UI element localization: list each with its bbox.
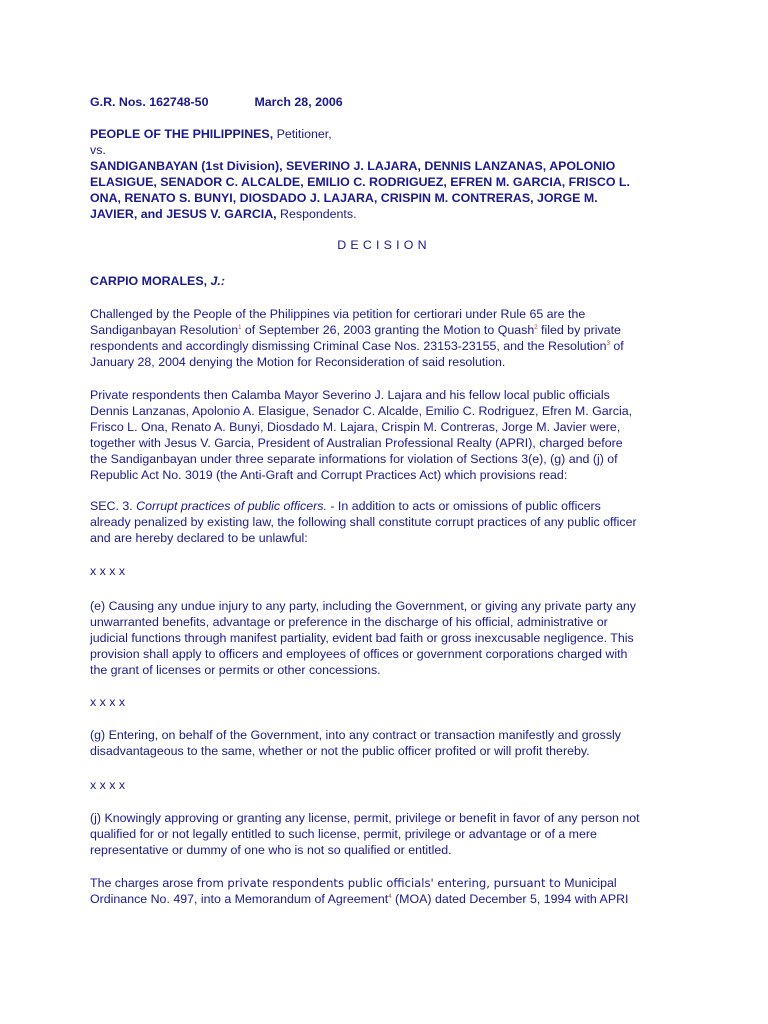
- ponente-name: CARPIO MORALES,: [90, 274, 211, 288]
- footnote-ref[interactable]: 2: [534, 325, 538, 331]
- paragraph-challenge: Challenged by the People of the Philippines via petition for certiorari under Rule 65 are the Sandiganbayan Resolution$^1$ of September 26, 2003 granting the Motion to Quash$^2$ filed by private respondents and accordingly dismissing Criminal Case Nos. 23153-23155, and the Resolution$^3$ of January 28, 2004 denying the Motion for Reconsideration of said resolution.: [90, 307, 624, 369]
- respondents-line: ELASIGUE, SENADOR C. ALCALDE, EMILIO C. RODRIGUEZ, EFREN M. GARCIA, FRISCO L.: [90, 175, 630, 189]
- case-date: March 28, 2006: [254, 95, 343, 109]
- petitioner-name: PEOPLE OF THE PHILIPPINES,: [90, 127, 274, 141]
- footnote-ref[interactable]: 4: [388, 894, 392, 900]
- clause-e: (e) Causing any undue injury to any party, including the Government, or giving any private party any unwarranted benefits, advantage or preference in the discharge of his official, administrative or judicial functions through manifest partiality, evident bad faith or gross inexcusable negligence. This provision shall apply to officers and employees of offices or government corporations charged with the grant of licenses or permits or other concessions.: [90, 599, 636, 677]
- ponente-title: J.:: [210, 274, 225, 288]
- decision-heading: DECISION: [337, 238, 431, 252]
- footnote-ref[interactable]: 1: [238, 325, 242, 331]
- omission-mark: x x x x: [90, 564, 126, 578]
- gr-number: G.R. Nos. 162748-50: [90, 95, 209, 109]
- petitioner-line: [90, 126, 690, 142]
- section-title: Corrupt practices of public officers.: [136, 499, 327, 513]
- respondents-line: JAVIER, and JESUS V. GARCIA, Respondents.: [90, 207, 357, 221]
- respondents-line: ONA, RENATO S. BUNYI, DIOSDADO J. LAJARA, CRISPIN M. CONTRERAS, JORGE M.: [90, 191, 598, 205]
- paragraph-charges: The charges arose from private respondents public officials' entering, pursuant to Municipal Ordinance No. 497, into a Memorandum of Agreement$^4$ (MOA) dated December 5, 1994 with APRI: [90, 876, 629, 906]
- ponente: [90, 273, 690, 289]
- parties-block: [90, 126, 690, 222]
- omission-mark: x x x x: [90, 695, 126, 709]
- case-header: [90, 94, 690, 110]
- section-3-text: SEC. 3. Corrupt practices of public officers. - In addition to acts or omissions of public officers already penalized by existing law, the following shall constitute corrupt practices of any public officer and are hereby declared to be unlawful:: [90, 499, 637, 545]
- footnote-ref[interactable]: 3: [606, 341, 610, 347]
- paragraph-respondents: Private respondents then Calamba Mayor Severino J. Lajara and his fellow local public officials Dennis Lanzanas, Apolonio A. Elasigue, Senador C. Alcalde, Emilio C. Rodriguez, Efren M. Garcia, Frisco L. Ona, Renato A. Bunyi, Diosdado M. Lajara, Crispin M. Contreras, Jorge M. Javier were, together with Jesus V. Garcia, President of Australian Professional Realty (APRI), charged before the Sandiganbayan under three separate informations for violation of Sections 3(e), (g) and (j) of Republic Act No. 3019 (the Anti-Graft and Corrupt Practices Act) which provisions read:: [90, 388, 633, 482]
- clause-g: (g) Entering, on behalf of the Government, into any contract or transaction manifestly and grossly disadvantageous to the same, whether or not the public officer profited or will profit thereby.: [90, 728, 622, 758]
- respondents-role: Respondents.: [276, 207, 357, 221]
- omission-mark: x x x x: [90, 778, 126, 792]
- versus-text: vs.: [90, 143, 106, 157]
- respondents-line: SANDIGANBAYAN (1st Division), SEVERINO J. LAJARA, DENNIS LANZANAS, APOLONIO: [90, 159, 616, 173]
- petitioner-role: Petitioner,: [273, 127, 332, 141]
- clause-j: (j) Knowingly approving or granting any license, permit, privilege or benefit in favor of any person not qualified for or not legally entitled to such license, permit, privilege or advantage or of a mere representative or dummy of one who is not so qualified or entitled.: [90, 811, 640, 857]
